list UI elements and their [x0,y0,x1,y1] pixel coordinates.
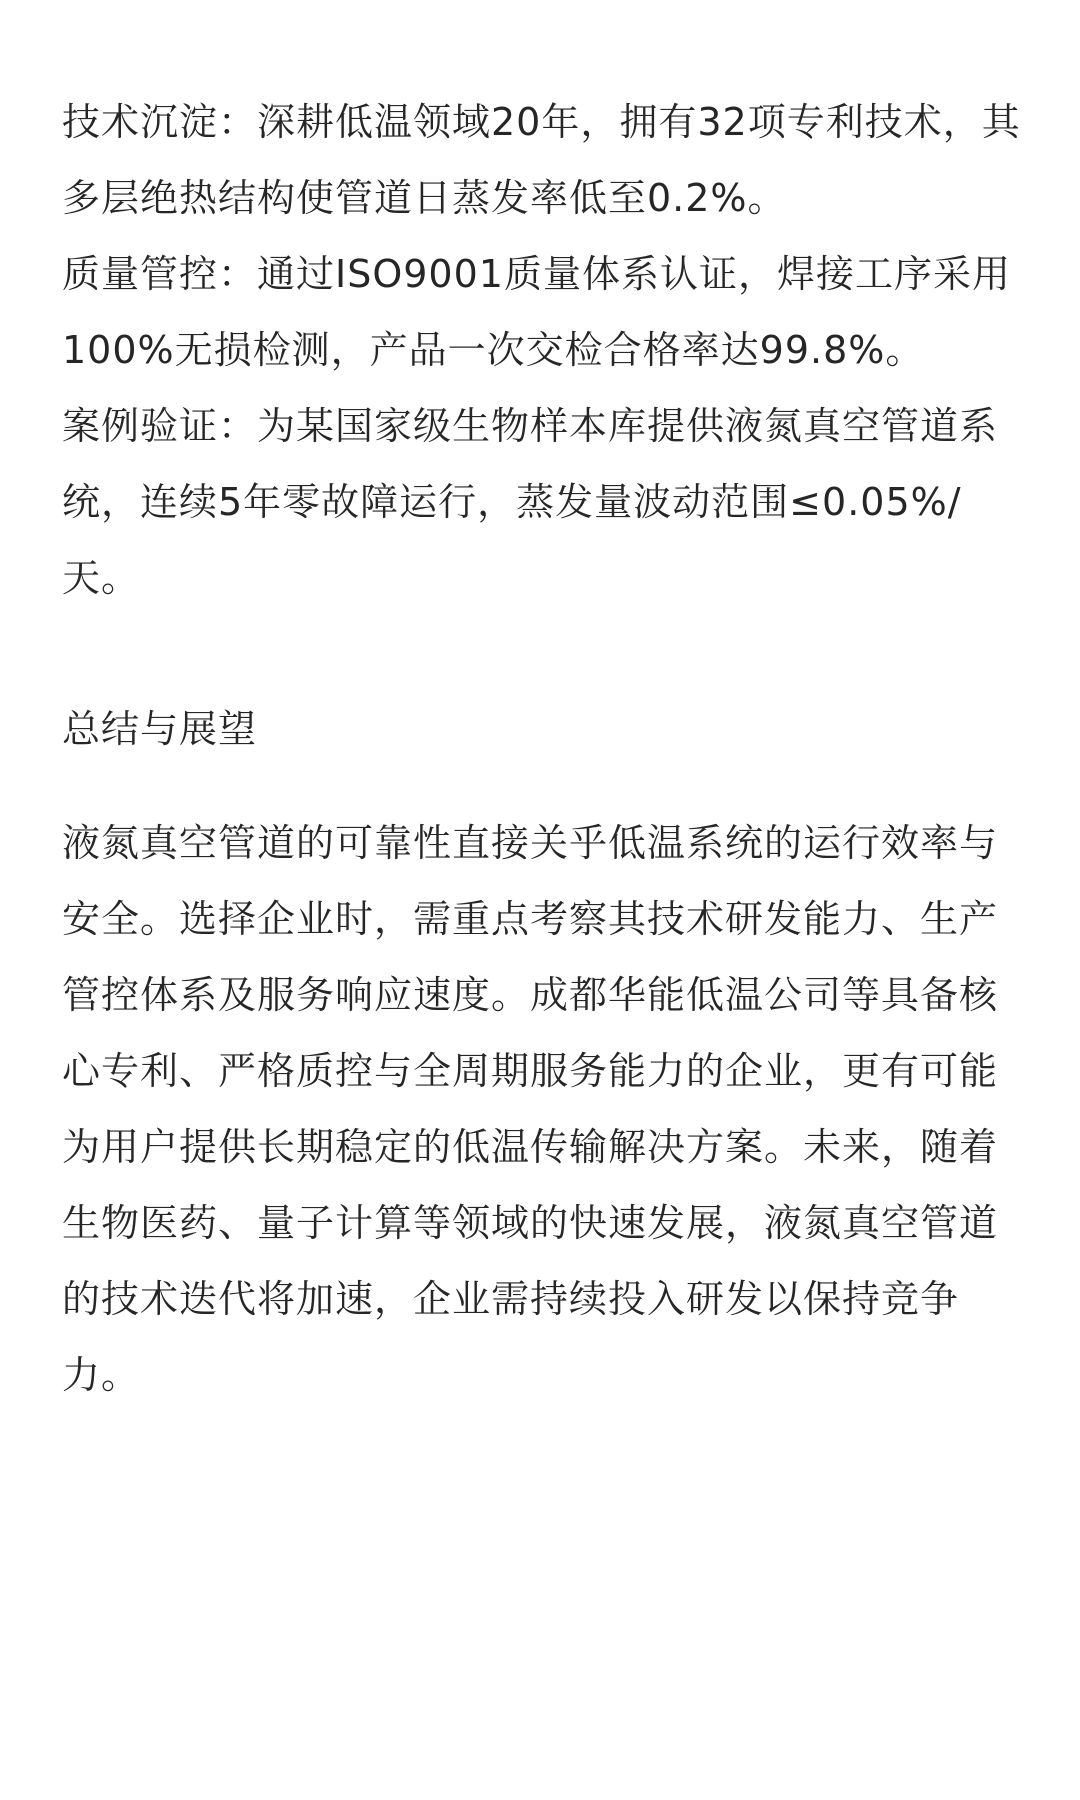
paragraph-technology: 技术沉淀：深耕低温领域20年，拥有32项专利技术，其多层绝热结构使管道日蒸发率低至0.2%。 [62,100,1021,220]
paragraph-summary: 液氮真空管道的可靠性直接关乎低温系统的运行效率与安全。选择企业时，需重点考察其技术研发能力、生产管控体系及服务响应速度。成都华能低温公司等具备核心专利、严格质控与全周期服务能力的企业，更有可能为用户提供长期稳定的低温传输解决方案。未来，随着生物医药、量子计算等领域的快速发展，液氮真空管道的技术迭代将加速，企业需持续投入研发以保持竞争力。 [62,821,999,1397]
paragraph-case-study: 案例验证：为某国家级生物样本库提供液氮真空管道系统，连续5年零故障运行，蒸发量波动范围≤0.05%/天。 [62,404,999,600]
section-heading: 总结与展望 [62,707,258,751]
article-content [62,84,1022,1413]
paragraph-quality-control: 质量管控：通过ISO9001质量体系认证，焊接工序采用100%无损检测，产品一次交检合格率达99.8%。 [62,252,1011,372]
